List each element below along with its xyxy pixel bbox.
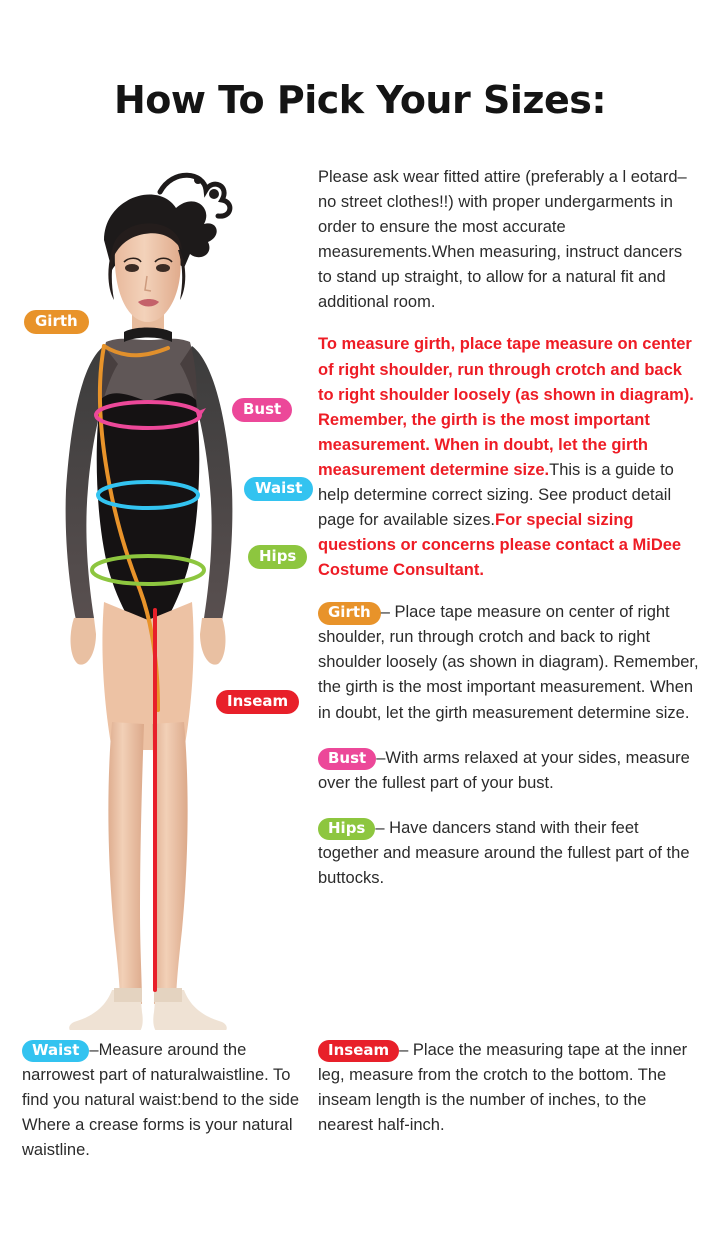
definition-bust [318,746,700,796]
pill-hips: Hips [318,818,375,840]
diagram-label-hips: Hips [248,545,307,569]
definition-inseam [318,1038,700,1138]
dash-hips: – [375,818,385,837]
definition-hips [318,816,700,891]
dash-girth: – [380,603,390,622]
instructions-column [318,165,700,911]
intro-paragraph: Please ask wear fitted attire (preferably a l eotard–no street clothes!!) with proper undergarments in order to ensure the most accurate measurements.When measuring, instruct dancers to stand up straight, to allow for a natural fit and additional room. [318,168,687,312]
highlight-red-1: To measure girth, place tape measure on center of right shoulder, run through crotch and back to right shoulder loosely (as shown in diagram). Remember, the girth is the most important measurement. When in doubt, let the girth measurement determine size. [318,335,694,479]
diagram-label-bust: Bust [232,398,292,422]
definition-inseam-text: Place the measuring tape at the inner leg, measure from the crotch to the bottom. The inseam length is the number of inches, to the nearest half-inch. [318,1041,688,1135]
pill-girth: Girth [318,602,381,624]
diagram-label-girth: Girth [24,310,89,334]
highlight-black: This is a guide to help determine correct sizing. See product detail page for available sizes. [318,460,674,530]
dash-waist: – [89,1041,99,1059]
definition-hips-text: Have dancers stand with their feet together and measure around the fullest part of the buttocks. [318,818,690,887]
definition-waist [22,1038,300,1163]
highlight-paragraph [318,332,700,583]
pill-inseam: Inseam [318,1040,399,1062]
page-title: How To Pick Your Sizes: [113,78,607,122]
diagram-label-inseam: Inseam [216,690,299,714]
pill-bust: Bust [318,748,376,770]
highlight-red-2: For special sizing questions or concerns please contact a MiDee Costume Consultant. [318,511,682,580]
dash-inseam: – [399,1041,409,1059]
definition-girth [318,600,700,725]
definition-girth-text: Place tape measure on center of right shoulder, run through crotch and back to right shoulder loosely (as shown in diagram). Remember, the girth is the most important measurement. When in doubt, let the girth measurement determine size. [318,603,699,722]
diagram-label-waist: Waist [244,477,313,501]
pill-waist: Waist [22,1040,89,1062]
measurement-diagram [8,150,308,1030]
dancer-illustration [8,150,308,1030]
definition-waist-text: Measure around the narrowest part of naturalwaistline. To find you natural waist:bend to the side Where a crease forms is your natural waistline. [22,1041,300,1160]
definition-bust-text: With arms relaxed at your sides, measure over the fullest part of your bust. [318,748,690,792]
dash-bust: – [376,748,386,767]
